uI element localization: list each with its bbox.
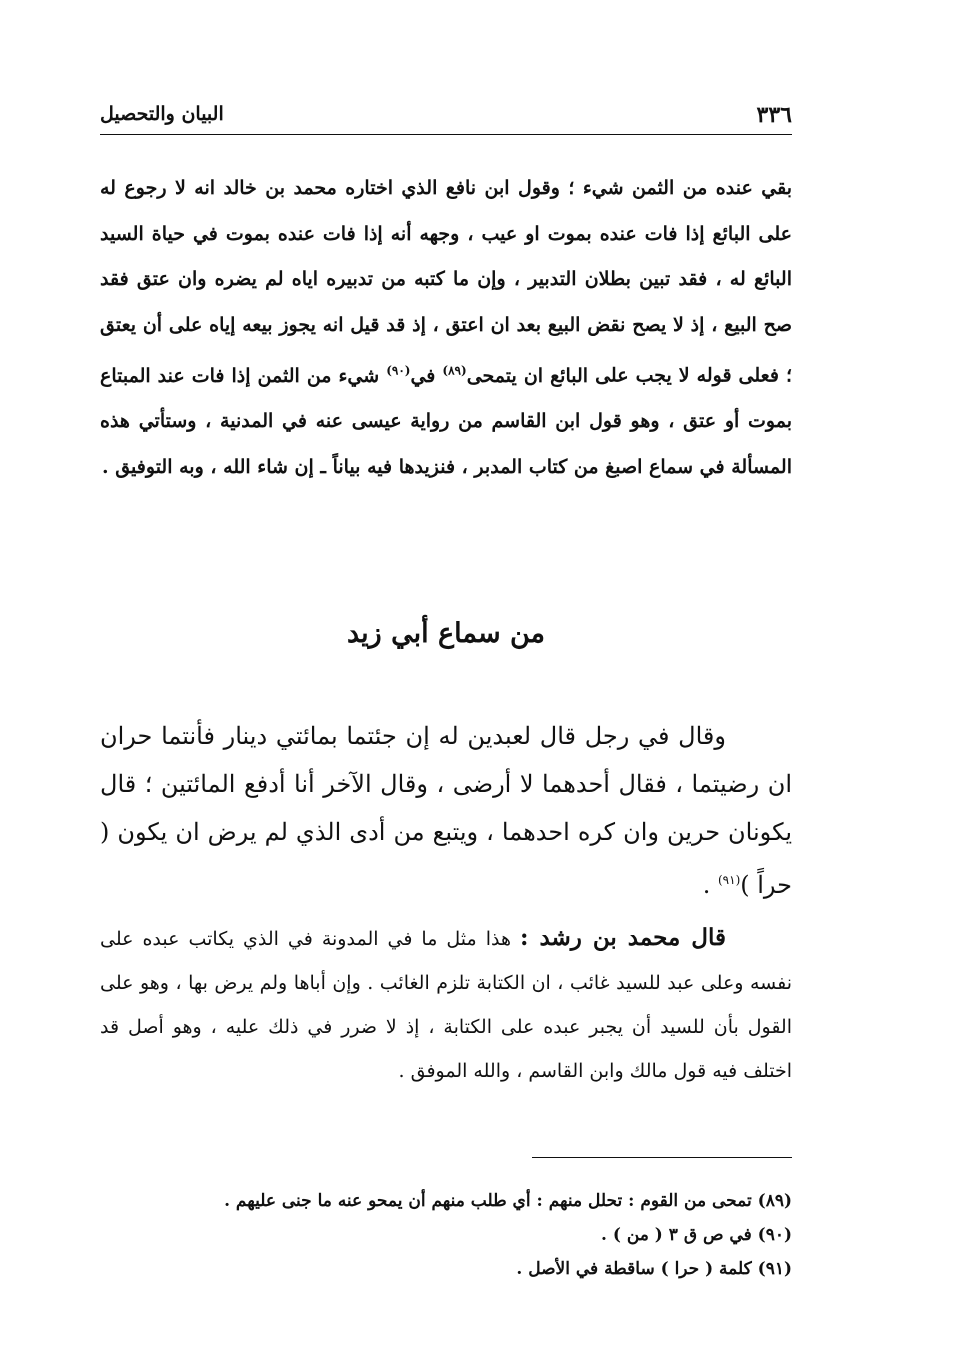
text-line: وبه التوفيق . bbox=[101, 455, 204, 478]
footnote-ref-91: (٩١) bbox=[717, 873, 741, 887]
section-heading: من سماع أبي زيد bbox=[346, 618, 546, 649]
text-line: المائتين ؛ قال يكونان حرين وان كره احدهما ، ويتبع من أدى الذي bbox=[100, 770, 792, 846]
text-line: عتق ، وهو قول ابن القاسم من رواية عيسى عنه في المدنية ، وستأتي هذه bbox=[100, 410, 717, 433]
text-segment: لم يرض ان يكون ( حراً ) bbox=[100, 818, 792, 899]
ibn-rushd-paragraph bbox=[100, 916, 792, 1093]
text-segment: . bbox=[702, 871, 718, 899]
speaker-label: قال محمد بن رشد : bbox=[520, 924, 726, 951]
paragraph-text: هذا مثل ما في المدونة في الذي يكاتب عبده على نفسه وعلى عبد للسيد غائب ، ان الكتابة تلزم الغائب . وإن أباها ولم يرض بها ، وهو على القول بأن للسيد أن يجبر عبده على الكتابة ، إذ لا ضرر في ذلك عليه ، وهو أصل قد اختلف فيه قول مالك وابن القاسم ، والله الموفق . bbox=[100, 928, 792, 1082]
text-segment: البائع ان يتمحى bbox=[466, 364, 589, 387]
text-line: رجوع له على البائع إذا فات عنده بموت او عيب ، وجهه أنه إذا فات عنده bbox=[100, 177, 792, 245]
footnotes bbox=[100, 1184, 792, 1286]
text-line: بقي عنده من الثمن شيء ؛ وقول ابن نافع الذي اختاره محمد بن خالد انه لا bbox=[174, 177, 792, 199]
text-segment: في bbox=[410, 364, 443, 387]
case-paragraph bbox=[100, 712, 792, 909]
text-line: اعتق ، إذ قد قيل انه يجوز بيعه إياه على أن يعتق ؛ فعلى قوله لا يجب على bbox=[100, 313, 792, 387]
footnote-91: (٩١) كلمة ( حرا ) ساقطة في الأصل . bbox=[516, 1259, 792, 1279]
text-line: المسألة في سماع اصبغ من كتاب المدبر ، فنزيدها فيه بياناً ـ إن شاء الله ، bbox=[210, 455, 792, 478]
text-line: ان رضيتما ، فقال أحدهما لا أرضى ، وقال الآخر أنا أدفع bbox=[243, 770, 792, 798]
text-line: تدبيره اياه لم يضره وان عتق فقد صح البيع ، إذ لا يصح نقض البيع بعد ان bbox=[100, 268, 792, 336]
text-line: وقال في رجل قال لعبدين له إن جئتما بمائتي دينار فأنتما حران bbox=[100, 722, 726, 750]
footnote-89: (٨٩) تمحى من القوم : تحلل منهم : أي طلب منهم أن يمحو عنه ما جنى عليهم . bbox=[224, 1191, 792, 1211]
page-header bbox=[100, 100, 792, 135]
text-segment: شيء من الثمن إذا فات عند المبتاع بموت أو bbox=[100, 364, 793, 433]
footnote-90: (٩٠) في ص ق ٣ ( من ) . bbox=[601, 1225, 792, 1245]
footnote-ref-90: (٩٠) bbox=[386, 363, 411, 378]
footnote-divider bbox=[532, 1157, 792, 1158]
text-line: بموت في حياة السيد البائع له ، فقد تبين بطلان التدبير ، وإن ما كتبه من bbox=[100, 222, 792, 291]
footnote-ref-89: (٨٩) bbox=[442, 363, 467, 378]
running-title: البيان والتحصيل bbox=[100, 103, 224, 125]
commentary-paragraph bbox=[100, 166, 792, 490]
page-number: ٣٣٦ bbox=[756, 102, 792, 128]
